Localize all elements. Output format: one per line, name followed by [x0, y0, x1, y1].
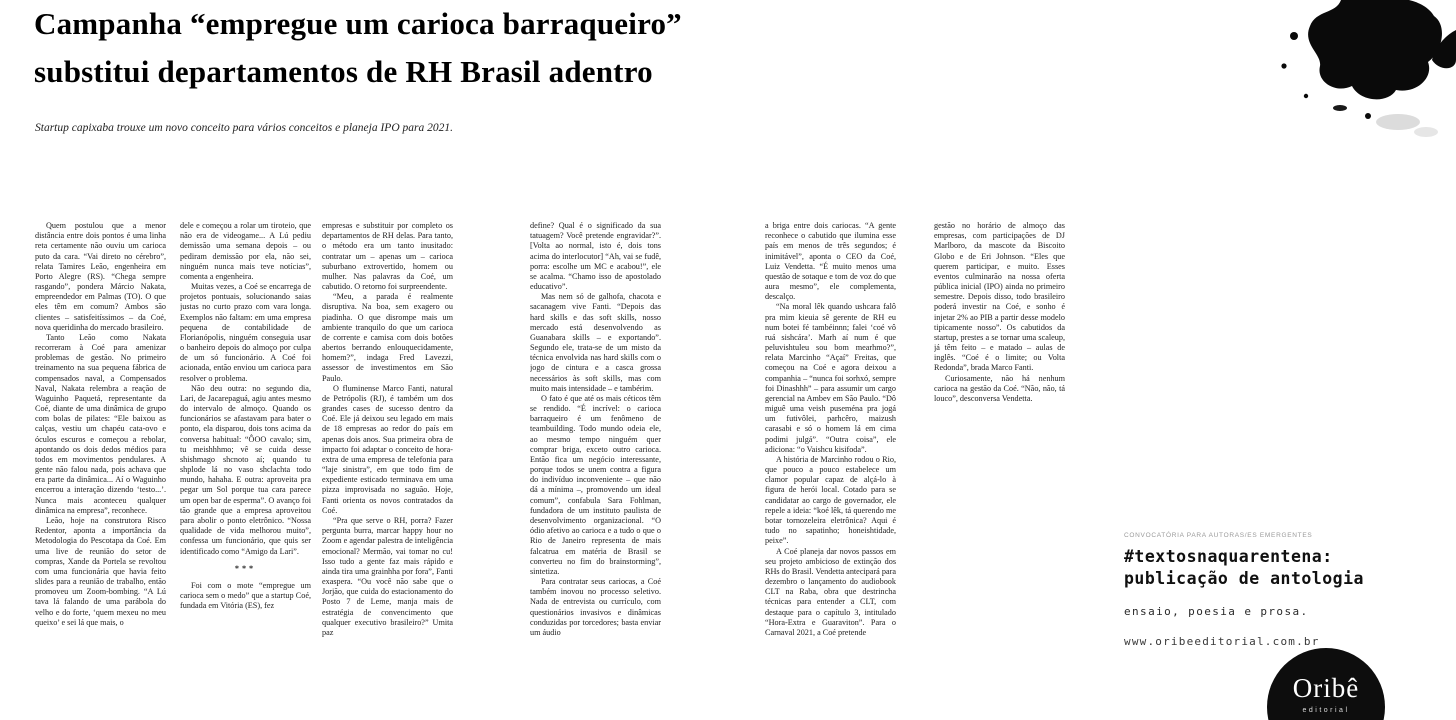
paragraph: Curiosamente, não há nenhum carioca na gestão da Coé. “Não, não, tá louco”, desconversa Vendetta. [934, 373, 1065, 403]
ad-url-link[interactable]: www.oribeeditorial.com.br [1124, 634, 1320, 648]
paragraph: dele e começou a rolar um tiroteio, que não era de videogame... A Lú pediu demissão uma semana depois – ou pediram demissão por ela, não sei, ninguém nunca mais teve notícias”, comenta a engenheira. [180, 221, 311, 281]
paragraph: A história de Marcinho rodou o Rio, que pouco a pouco estabelece um clamor popular capaz de alçá-lo à figura de herói local. Cotado para se candidatar ao cargo de governador, ele repele a ideia: “koé lêk, tá querendo me botar tornozeleira eletrônica? Aqui é tudo no sapatinho; honeishtidade, peixe”. [765, 454, 896, 546]
paragraph: Foi com o mote “empregue um carioca sem o medo” que a startup Coé, fundada em Vitória (ES), fez [180, 580, 311, 611]
headline-line-2: substitui departamentos de RH Brasil adentro [34, 54, 653, 90]
article-column-6 [934, 221, 1065, 720]
paragraph: Leão, hoje na construtora Risco Redentor, aponta a importância da Metodologia do Pescotapa da Coé. Em uma live de reunião do setor de compras, Xande da Portela se revoltou com uma funcionária que havia feito slides para a reunião de trabalho, então promoveu um Zoom-bombing. “A Lú tava lá falando de uma parábola do velho e do forte, ‘quem mexeu no meu queixo’ e sei lá que mais, o [35, 515, 166, 627]
paragraph: O fluminense Marco Fanti, natural de Petrópolis (RJ), é também um dos grandes cases de sucesso dentro da Coé. Ele já deixou seu legado em mais de 18 empresas ao redor do país em apenas dois anos. Sua primeira obra de impacto foi adaptar o conceito de hora-extra de uma empresa de telefonia para “laje sinistra”, em que todo fim de expediente esticado terminava em uma pizza improvisada no saguão. Hoje, Fanti orienta os novos contratados da Coé. [322, 383, 453, 515]
paragraph: “Pra que serve o RH, porra? Fazer pergunta burra, marcar happy hour no Zoom e agendar palestra de inteligência emocional? Mermão, vai tomar no cu! Isso tudo a gente faz mais rápido e ainda tira uma grainhha por fora”, Fanti exaspera. “Ou você não sabe que o Jorjão, que cuida do estacionamento do Posto 7 de Leme, manja mais de estratégia de convencimento que qualquer executivo brasileiro?” Umita paz [322, 515, 453, 637]
paragraph: Quem postulou que a menor distância entre dois pontos é uma linha reta certamente não ouviu um carioca puto da cara. “Vai direto no cérebro”, relata Tamires Leão, engenheira em Porto Alegre (RS). “Chega sempre rasgando”, pondera Márcio Nakata, empreendedor em Palmas (TO). O que eles têm em comum? Ambos são clientes – satisfeitíssimos – da Coé, nova queridinha do mercado brasileiro. [35, 221, 166, 332]
ad-genres-line: ensaio, poesia e prosa. [1124, 604, 1309, 618]
section-separator: *** [234, 563, 257, 573]
paragraph: “Na moral lêk quando ushcara falô pra mim kieuia sê gerente de RH eu num botei fé tambéinnn; falei ‘coé vô ruá sishcára’. Marh aí num é que peluvishtuleu sou bom mearhmo?”, relata Marcinho “Açaí” Freitas, que começou na Coé e agora deixou a companhia – “nunca foi sorhxó, sempre foi Dinashhh” – para assumir um cargo gerencial na Ambev em São Paulo. “Dô miguê uma veish puseména pra jogá um futivôlei, parhcêro, maizush carasabi e só o homem lá em cima podimi julgá”. “Outra coisa”, ele adiciona: “o Vaishcu kisifoda”. [765, 302, 896, 454]
publisher-logo [1267, 648, 1385, 720]
article-column-3 [322, 221, 453, 720]
article-column-4 [530, 221, 661, 720]
ad-title-line-1: #textosnaquarentena: [1124, 547, 1333, 566]
paragraph: Tanto Leão como Nakata recorreram à Coé para amenizar problemas de gestão. No primeiro treinamento na sua pequena fábrica de compensados naval, a Compensados Naval, Nakata relembra a reação de Waguinho Paquetá, representante da Coé, diante de uma dinâmica de grupo com bolas de pilates: “Ele baixou as calças, vestiu um chapéu cata-ovo e óculos escuros e começou a rebolar, apontando os dois dedos médios para todos em movimentos pendulares. A gente não falou nada, pois achava que era parte da dinâmica... Aí o Waguinho encerrou a interação dizendo ‘testo...’. Nunca mais aconteceu qualquer dinâmica na empresa”, reconhece. [35, 332, 166, 515]
article-column-2 [180, 221, 311, 720]
paragraph: O fato é que até os mais céticos têm se rendido. “É incrível: o carioca barraqueiro é um fenômeno de teambuilding. Todo mundo odeia ele, ao mesmo tempo ninguém quer comprar briga, exceto outro carioca. Então fica um negócio interessante, porque todos se unem contra a figura do indivíduo inconveniente – que não dá a mínima –, promovendo um ideal comum”, confabula Sara Fohlman, fundadora de um instituto paulista de desenvolvimento organizacional. “O ódio afetivo ao carioca e a tudo o que o Rio de Janeiro representa de mais falcatrua em matéria de Brasil se converteu no fim do brainstorming”, sintetiza. [530, 393, 661, 576]
paragraph: empresas e substituir por completo os departamentos de RH delas. Para tanto, o método era um tanto inusitado: contratar um – apenas um – carioca suburbano extrovertido, homem ou mulher. Nas palavras da Coé, um cabutido. O retorno foi surpreendente. [322, 221, 453, 292]
paragraph: gestão no horário de almoço das empresas, com participações de DJ Marlboro, da mascote da Biscoito Globo e de Eri Johnson. “Eles que querem participar, e muito. Esses eventos culminarão na nossa oferta pública inicial (IPO) ainda no primeiro semestre. Depois disso, todo brasileiro poderá investir na Coé, e sonho é injetar 2% ao PIB a partir desse modelo tipicamente nosso”. Os cabutidos da startup, prestes a se tornar uma scaleup, já têm feito – e matado – aulas de inglês. “Coé é o limite; ou Volta Redonda”, brada Marco Fanti. [934, 221, 1065, 373]
paragraph: “Meu, a parada é realmente disruptiva. Na boa, sem exagero ou piadinha. O que disrompe mais um ambiente tranquilo do que um carioca de corrente e camisa com dois botões abertos berrando enlouquecidamente, homem?”, indaga Fred Lavezzi, assessor de investimentos em São Paulo. [322, 292, 453, 383]
headline-line-1: Campanha “empregue um carioca barraqueiro” [34, 6, 682, 41]
article-subtitle: Startup capixaba trouxe um novo conceito para vários conceitos e planeja IPO para 2021. [35, 122, 453, 134]
ad-title-line-2: publicação de antologia [1124, 568, 1364, 588]
article-column-5 [765, 221, 896, 720]
publisher-logo-subtitle: editorial [1302, 707, 1350, 714]
paragraph: Para contratar seus cariocas, a Coé também inovou no processo seletivo. Nada de entrevista ou currículo, com questionários invasivos e dinâmicas conduzidas por torcedores; basta enviar um áudio [530, 577, 661, 637]
paragraph: Mas nem só de galhofa, chacota e sacanagem vive Fanti. “Depois das hard skills e das soft skills, nosso mercado está desenvolvendo as Guanabara skills – e exportando”. Segundo ele, trata-se de um misto da técnica envolvida nas hard skills com o jogo de cintura e a casca grossa necessários às soft skills, mas com muito mais intensidade – e tambérim. [530, 292, 661, 393]
paragraph: define? Qual é o significado da sua tatuagem? Você pretende engravidar?”. [Volta ao normal, isto é, dois tons acima do interlocutor] “Ah, vai se fudê, porra: escolhe um MC e acabou!”, ele se acalma. “Chamo isso de apostolado educativo”. [530, 221, 661, 292]
publisher-logo-name: Oribê [1292, 673, 1360, 703]
paragraph: Muitas vezes, a Coé se encarrega de projetos pontuais, solucionando saias justas no curto prazo com vara longa. Exemplos não faltam: em uma empresa pequena de contabilidade de Florianópolis, ninguém conseguia usar o banheiro depois do almoço por culpa de um só funcionário. A Coé foi acionada, então enviou um carioca para resolver o problema. [180, 282, 311, 383]
paragraph: Não deu outra: no segundo dia, Lari, de Jacarepaguá, agiu antes mesmo do intervalo de almoço. Quando os funcionários se afastavam para bater o ponto, ela disparou, dois tons acima da conversa habitual: “ÔOO cavalo; sim, tu meishhhmo; vê se cuida desse shishmago shcnoto aí; quando tu shplode lá no vaso shclachta todo mundo, hahaha. E outra: aproveita pra pegar um Sol porque tua cara parece um open bar de esperma”. O avanço foi tão grande que a empresa aproveitou para abolir o ponto eletrônico. “Nossa qualidade de vida melhorou muito”, confessa um funcionário, que quis ser identificado como “Amigo da Lari”. [180, 383, 311, 556]
publisher-ad [1124, 532, 1434, 648]
paragraph: a briga entre dois cariocas. “A gente reconhece o cabutido que ilumina esse país em menos de três segundos; é inimitável”, aponta o CEO da Coé, Luiz Vendetta. “É muito menos uma questão de sotaque e tom de voz do que aura mesmo”, ele complementa, descalço. [765, 221, 896, 302]
paragraph: A Coé planeja dar novos passos em seu projeto ambicioso de extinção dos RHs do Brasil. Vendetta antecipará para dezembro o lançamento do audiobook CLT na Raba, obra que destrincha técnicas para entender a CLT, com destaque para o capítulo 3, intitulado “Hora-Extra e Guaraviton”. Para o Carnaval 2021, a Coé pretende [765, 546, 896, 637]
article-column-1 [35, 221, 166, 720]
ink-blot-decoration [1236, 0, 1456, 160]
article-headline [34, 0, 894, 96]
ad-eyebrow: CONVOCATÓRIA PARA AUTORAS/ES EMERGENTES [1124, 532, 1313, 539]
